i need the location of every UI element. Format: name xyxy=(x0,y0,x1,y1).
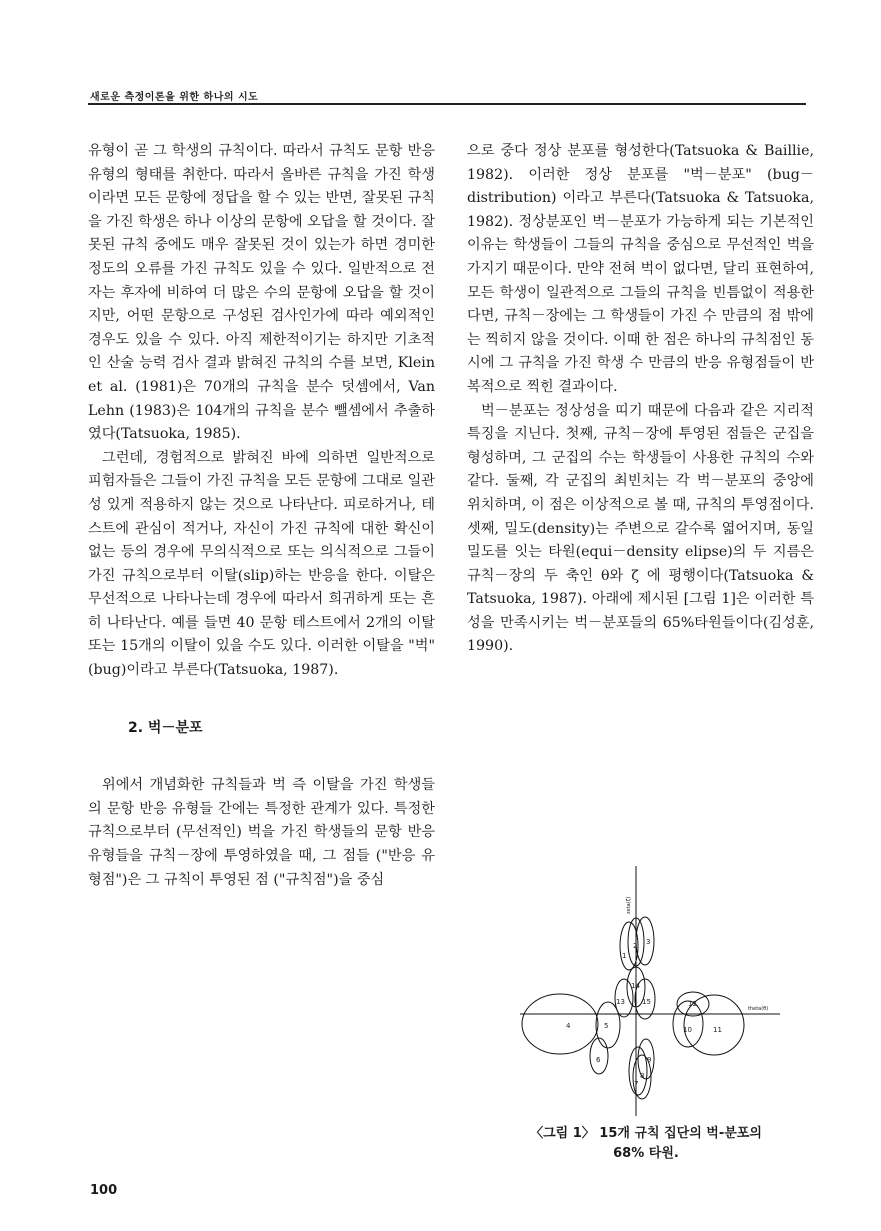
right-paragraph-1: 으로 중다 정상 분포를 형성한다(Tatsuoka & Baillie, 1982). 이러한 정상 분포를 "벅－분포" (bug－distribution) 이라고 부른다(Tatsuoka & Tatsuoka, 1982). 정상분포인 벅－분포가 가능하게 되는 기본적인 이유는 학생들이 그들의 규칙을 중심으로 무선적인 벅을 가지기 때문이다. 만약 전혀 벅이 없다면, 달리 표현하여, 모든 학생이 일관적으로 그들의 규칙을 빈틈없이 적용한다면, 규칙－장에는 그 학생들이 가진 수 만큼의 점 밖에는 찍히지 않을 것이다. 이때 한 점은 하나의 규칙점인 동시에 그 규칙을 가진 학생 수 만큼의 반응 유형점들이 반복적으로 찍힌 결과이다. xyxy=(467,143,814,395)
right-column xyxy=(467,140,814,659)
left-column xyxy=(88,140,435,892)
left-paragraph-1: 유형이 곧 그 학생의 규칙이다. 따라서 규칙도 문항 반응 유형의 형태를 취한다. 따라서 올바른 규칙을 가진 학생이라면 모든 문항에 정답을 할 수 있는 반면, 잘못된 규칙을 가진 학생은 하나 이상의 문항에 오답을 할 것이다. 잘못된 규칙 중에도 매우 잘못된 것이 있는가 하면 경미한 정도의 오류를 가진 규칙도 있을 수 있다. 일반적으로 전자는 후자에 비하여 더 많은 수의 문항에 오답을 할 것이지만, 어떤 문항으로 구성된 검사인가에 따라 예외적인 경우도 있을 수 있다. 아직 제한적이기는 하지만 기초적인 산술 능력 검사 결과 밝혀진 규칙의 수를 보면, Klein et al. (1981)은 70개의 규칙을 분수 덧셈에서, Van Lehn (1983)은 104개의 규칙을 분수 뺄셈에서 추출하였다(Tatsuoka, 1985). xyxy=(88,143,435,443)
cluster-label: 10 xyxy=(683,1026,692,1034)
caption-line-2: 68% 타원. xyxy=(613,1146,679,1161)
x-axis-label: theta(θ) xyxy=(748,1006,769,1012)
caption-line-1: 〈그림 1〉 15개 규칙 집단의 벅-분포의 xyxy=(530,1126,762,1141)
cluster-label: 12 xyxy=(688,1000,697,1008)
cluster-label: 13 xyxy=(616,998,625,1006)
y-axis-label: zeta(ζ) xyxy=(626,896,632,914)
cluster-label: 4 xyxy=(566,1022,571,1030)
running-header: 새로운 측정이론을 위한 하나의 시도 xyxy=(90,92,259,103)
cluster-label: 2 xyxy=(633,942,638,950)
left-paragraph-2: 그런데, 경험적으로 밝혀진 바에 의하면 일반적으로 피험자들은 그들이 가진 규칙을 모든 문항에 그대로 일관성 있게 적용하지 않는 것으로 나타난다. 피로하거나, 테스트에 관심이 적거나, 자신이 가진 규칙에 대한 확신이 없는 등의 경우에 무의식적으로 또는 의식적으로 그들이 가진 규칙으로부터 이탈(slip)하는 반응을 한다. 이탈은 무선적으로 나타나는데 경우에 따라서 희귀하게 또는 흔히 나타난다. 예를 들면 40 문항 테스트에서 2개의 이탈 또는 15개의 이탈이 있을 수도 있다. 이러한 이탈을 "벅" (bug)이라고 부른다(Tatsuoka, 1987). xyxy=(88,449,435,679)
cluster-label: 6 xyxy=(596,1056,601,1064)
cluster-label: 8 xyxy=(640,1072,645,1080)
cluster-label: 14 xyxy=(631,982,640,990)
cluster-label: 11 xyxy=(713,1026,722,1034)
section-title: 2. 벅－분포 xyxy=(128,719,203,736)
ellipse-3 xyxy=(636,917,654,965)
cluster-label: 15 xyxy=(642,998,651,1006)
header-rule xyxy=(88,103,806,105)
ellipse-4 xyxy=(522,994,598,1054)
figure-bug-distribution xyxy=(500,866,800,1116)
cluster-label: 1 xyxy=(622,952,627,960)
figure-caption xyxy=(476,1124,816,1164)
left-paragraph-3: 위에서 개념화한 규칙들과 벅 즉 이탈을 가진 학생들의 문항 반응 유형들 간에는 특정한 관계가 있다. 특정한 규칙으로부터 (무선적인) 벅을 가진 학생들의 문항 반응 유형들을 규칙－장에 투영하였을 때, 그 점들 ("반응 유형점")은 그 규칙이 투영된 점 ("규칙점")을 중심 xyxy=(88,777,435,888)
figure-svg xyxy=(500,866,800,1116)
cluster-label: 9 xyxy=(647,1056,652,1064)
right-paragraph-2: 벅－분포는 정상성을 띠기 때문에 다음과 같은 지리적 특징을 지닌다. 첫째, 규칙－장에 투영된 점들은 군집을 형성하며, 그 군집의 수는 학생들이 사용한 규칙의 수와 같다. 둘째, 각 군집의 최빈치는 각 벅－분포의 중앙에 위치하며, 이 점은 이상적으로 볼 때, 규칙의 투영점이다. 셋째, 밀도(density)는 주변으로 갈수록 엷어지며, 동일 밀도를 잇는 타원(equi－density elipse)의 두 지름은 규칙－장의 두 축인 θ와 ζ 에 평행이다(Tatsuoka & Tatsuoka, 1987). 아래에 제시된 [그림 1]은 이러한 특성을 만족시키는 벅－분포들의 65%타원들이다(김성훈, 1990). xyxy=(467,402,814,655)
cluster-label: 3 xyxy=(646,938,651,946)
page-number: 100 xyxy=(90,1183,118,1198)
cluster-label: 5 xyxy=(604,1022,609,1030)
cluster-label: 7 xyxy=(634,1080,639,1088)
